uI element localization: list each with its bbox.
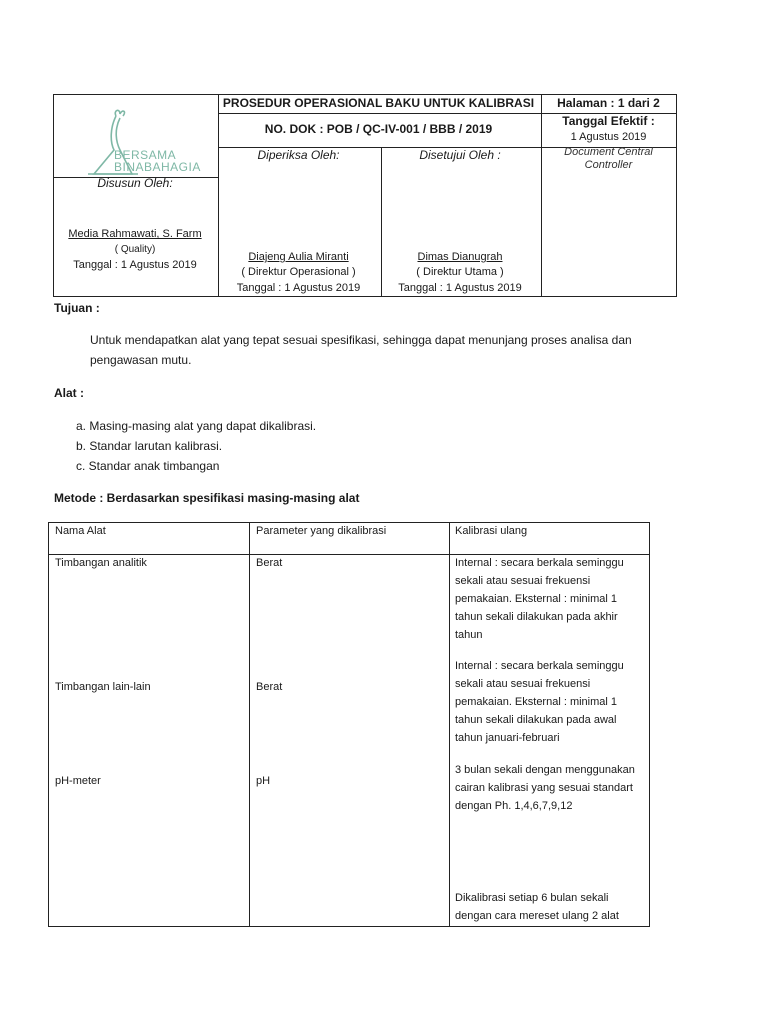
doc-title: PROSEDUR OPERASIONAL BAKU UNTUK KALIBRASI xyxy=(222,96,535,110)
approved-role: ( Direktur Utama ) xyxy=(416,266,504,278)
tool-parameter: Berat xyxy=(256,681,283,693)
checked-date: Tanggal : 1 Agustus 2019 xyxy=(236,282,361,294)
recalibration-line: dengan Ph. 1,4,6,7,9,12 xyxy=(455,800,573,812)
recalibration-line: cairan kalibrasi yang sesuai standart xyxy=(455,782,633,794)
recalibration-line: Internal : secara berkala seminggu xyxy=(455,660,624,672)
tool-item: c. Standar anak timbangan xyxy=(76,459,220,473)
tool-parameter: pH xyxy=(256,775,271,787)
tool-name: pH-meter xyxy=(55,775,101,787)
logo-text-line2: BINABAHAGIA xyxy=(114,160,201,174)
tool-item: b. Standar larutan kalibrasi. xyxy=(76,439,223,453)
doc-number: NO. DOK : POB / QC-IV-001 / BBB / 2019 xyxy=(264,122,493,136)
checked-label: Diperiksa Oleh: xyxy=(257,148,340,162)
approved-name: Dimas Dianugrah xyxy=(417,251,503,263)
prepared-label: Disusun Oleh: xyxy=(97,176,173,190)
recalibration-line: tahun sekali dilakukan pada akhir xyxy=(455,611,618,623)
tool-name: Timbangan analitik xyxy=(55,557,147,569)
recalibration-line: pemakaian. Eksternal : minimal 1 xyxy=(455,593,618,605)
purpose-line2: pengawasan mutu. xyxy=(90,353,192,367)
recalibration-line: sekali atau sesuai frekuensi xyxy=(455,678,591,690)
tool-name: Timbangan lain-lain xyxy=(55,681,151,693)
recalibration-line: dengan cara mereset ulang 2 alat xyxy=(455,910,619,922)
effective-label: Tanggal Efektif : xyxy=(562,114,655,128)
recalibration-line: tahun sekali dilakukan pada awal xyxy=(455,714,617,726)
column-header: Nama Alat xyxy=(55,525,106,537)
prepared-date: Tanggal : 1 Agustus 2019 xyxy=(73,259,197,271)
page-indicator: Halaman : 1 dari 2 xyxy=(557,96,660,110)
approved-date: Tanggal : 1 Agustus 2019 xyxy=(398,282,522,294)
recalibration-line: Internal : secara berkala seminggu xyxy=(455,557,624,569)
effective-date: 1 Agustus 2019 xyxy=(570,131,647,143)
recalibration-line: sekali atau sesuai frekuensi xyxy=(455,575,591,587)
tools-heading: Alat : xyxy=(54,386,84,400)
recalibration-line: tahun xyxy=(455,629,483,641)
prepared-name: Media Rahmawati, S. Farm xyxy=(68,228,202,240)
divider xyxy=(449,523,450,926)
tool-item: a. Masing-masing alat yang dapat dikalibrasi. xyxy=(76,419,317,433)
dcc-line1: Document Central xyxy=(564,146,653,158)
recalibration-line: Dikalibrasi setiap 6 bulan sekali xyxy=(455,892,609,904)
column-header: Kalibrasi ulang xyxy=(455,525,528,537)
dcc-line2: Controller xyxy=(584,159,633,171)
purpose-heading: Tujuan : xyxy=(54,301,100,315)
checked-name: Diajeng Aulia Miranti xyxy=(248,251,349,263)
recalibration-line: 3 bulan sekali dengan menggunakan xyxy=(455,764,635,776)
purpose-line1: Untuk mendapatkan alat yang tepat sesuai spesifikasi, sehingga dapat menunjang proses analisa dan xyxy=(90,333,632,347)
recalibration-line: pemakaian. Eksternal : minimal 1 xyxy=(455,696,618,708)
logo-text-line1: BERSAMA xyxy=(114,148,177,162)
approved-label: Disetujui Oleh : xyxy=(419,148,501,162)
checked-role: ( Direktur Operasional ) xyxy=(241,266,356,278)
column-header: Parameter yang dikalibrasi xyxy=(256,525,387,537)
prepared-role: ( Quality) xyxy=(114,244,156,255)
tool-parameter: Berat xyxy=(256,557,283,569)
method-heading: Metode : Berdasarkan spesifikasi masing-masing alat xyxy=(54,491,360,505)
recalibration-line: tahun januari-februari xyxy=(455,732,560,744)
divider xyxy=(249,523,250,926)
